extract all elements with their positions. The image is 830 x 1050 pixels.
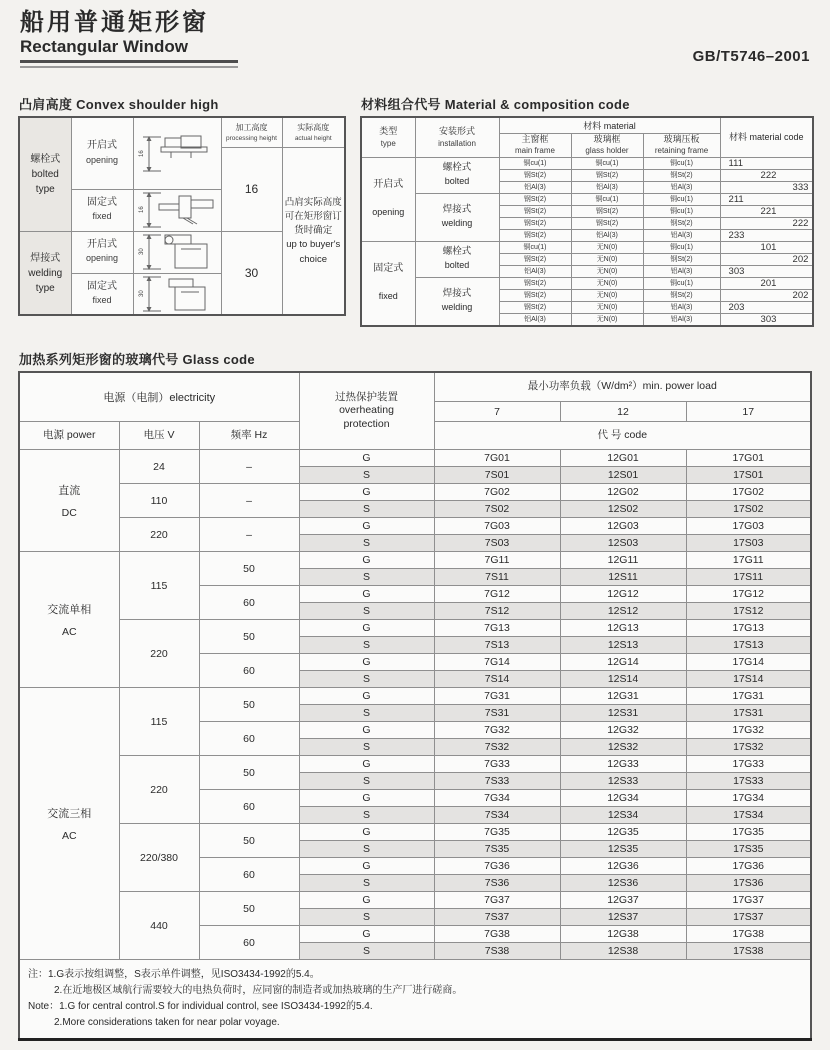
convex-mode: 开启式 opening <box>71 231 133 273</box>
glass-code-value: 17S34 <box>686 807 811 824</box>
glass-code-value: 12G11 <box>560 552 686 569</box>
glass-voltage-cell: 115 <box>119 552 199 620</box>
material-retaining-frame: 铜cu(1) <box>643 277 720 289</box>
convex-diagram-cell <box>133 117 221 189</box>
glass-code-value: 17S14 <box>686 671 811 688</box>
glass-voltage-cell: 220 <box>119 518 199 552</box>
glass-code-value: 17G32 <box>686 722 811 739</box>
glass-code-value: 17G12 <box>686 586 811 603</box>
page-title-zh: 船用普通矩形窗 <box>20 9 209 36</box>
material-retaining-frame: 钢St(2) <box>643 253 720 265</box>
glass-col-overheating-protection: 过热保护装置 overheating protection <box>299 372 434 450</box>
glass-voltage-cell: 220 <box>119 756 199 824</box>
glass-code-value: 12G36 <box>560 858 686 875</box>
material-glass-holder: 铝Al(3) <box>571 229 643 241</box>
glass-code-value: 12G38 <box>560 926 686 943</box>
material-main-frame: 钢St(2) <box>499 217 571 229</box>
material-code-table <box>360 116 814 327</box>
material-code-value: 222 <box>720 217 813 229</box>
glass-code-value: 12G37 <box>560 892 686 909</box>
glass-code-value: 17G34 <box>686 790 811 807</box>
glass-code-value: 7G32 <box>434 722 560 739</box>
glass-protection-g: G <box>299 790 434 807</box>
convex-header-row <box>19 117 345 147</box>
glass-frequency-cell: 50 <box>199 824 299 858</box>
glass-code-value: 7G36 <box>434 858 560 875</box>
material-main-frame: 钢St(2) <box>499 193 571 205</box>
note-line: 2.在近地极区域航行需要较大的电热负荷时，应同窗的制造者或加热玻璃的生产厂进行磋商。 <box>54 985 463 997</box>
glass-protection-s: S <box>299 875 434 892</box>
glass-code-value: 7S38 <box>434 943 560 960</box>
glass-protection-s: S <box>299 671 434 688</box>
material-row <box>361 277 813 289</box>
convex-mode: 开启式 opening <box>71 117 133 189</box>
glass-protection-g: G <box>299 926 434 943</box>
notes-block <box>19 960 811 1040</box>
glass-voltage-cell: 220 <box>119 620 199 688</box>
glass-protection-s: S <box>299 705 434 722</box>
material-code-value: 211 <box>720 193 813 205</box>
glass-code-value: 12G35 <box>560 824 686 841</box>
material-retaining-frame: 钢St(2) <box>643 217 720 229</box>
glass-frequency-cell: – <box>199 484 299 518</box>
glass-load-value: 7 <box>434 402 560 422</box>
glass-code-value: 7S11 <box>434 569 560 586</box>
glass-code-value: 12S33 <box>560 773 686 790</box>
glass-protection-s: S <box>299 603 434 620</box>
glass-code-value: 7S12 <box>434 603 560 620</box>
material-retaining-frame: 铜cu(1) <box>643 205 720 217</box>
glass-protection-g: G <box>299 484 434 501</box>
material-glass-holder: 铝Al(3) <box>571 181 643 193</box>
material-main-frame: 钢St(2) <box>499 229 571 241</box>
glass-code-value: 12S32 <box>560 739 686 756</box>
glass-code-value: 12S01 <box>560 467 686 484</box>
glass-code-value: 7G03 <box>434 518 560 535</box>
glass-protection-g: G <box>299 688 434 705</box>
glass-code-value: 12G31 <box>560 688 686 705</box>
material-install-cell: 焊接式 welding <box>415 193 499 241</box>
glass-voltage-cell: 220/380 <box>119 824 199 892</box>
glass-protection-g: G <box>299 756 434 773</box>
material-glass-holder: 无N(0) <box>571 241 643 253</box>
glass-protection-g: G <box>299 824 434 841</box>
glass-code-value: 17S02 <box>686 501 811 518</box>
glass-voltage-cell: 110 <box>119 484 199 518</box>
material-main-frame: 铝Al(3) <box>499 313 571 326</box>
glass-row-g <box>19 892 811 909</box>
glass-protection-s: S <box>299 637 434 654</box>
glass-code-value: 7G31 <box>434 688 560 705</box>
convex-col-processing-height: 加工高度 processing height <box>221 117 282 147</box>
glass-code-value: 17S31 <box>686 705 811 722</box>
convex-mode: 固定式 fixed <box>71 189 133 231</box>
glass-code-value: 17S11 <box>686 569 811 586</box>
glass-code-table <box>18 371 812 1042</box>
convex-diagram-cell <box>133 189 221 231</box>
material-retaining-frame: 钢St(2) <box>643 289 720 301</box>
page-title-en: Rectangular Window <box>20 37 188 57</box>
glass-code-value: 17S32 <box>686 739 811 756</box>
glass-row-g <box>19 518 811 535</box>
material-glass-holder: 无N(0) <box>571 301 643 313</box>
glass-section <box>18 349 830 1042</box>
glass-protection-s: S <box>299 535 434 552</box>
glass-row-g <box>19 688 811 705</box>
glass-frequency-cell: 60 <box>199 858 299 892</box>
glass-notes-row <box>19 960 811 1040</box>
glass-frequency-cell: 60 <box>199 722 299 756</box>
material-row <box>361 241 813 253</box>
glass-code-value: 12S02 <box>560 501 686 518</box>
glass-code-value: 17S03 <box>686 535 811 552</box>
material-glass-holder: 无N(0) <box>571 289 643 301</box>
glass-protection-s: S <box>299 501 434 518</box>
material-main-frame: 钢St(2) <box>499 253 571 265</box>
material-main-frame: 钢St(2) <box>499 289 571 301</box>
glass-frequency-cell: 50 <box>199 756 299 790</box>
note-line: 注：1.G表示按组调整，S表示单件调整，见ISO3434-1992的5.4。 <box>28 969 320 981</box>
material-main-frame: 钢St(2) <box>499 277 571 289</box>
glass-code-value: 17G11 <box>686 552 811 569</box>
glass-code-value: 17S33 <box>686 773 811 790</box>
material-code-value: 202 <box>720 289 813 301</box>
title-double-rule <box>20 60 238 68</box>
glass-voltage-cell: 440 <box>119 892 199 960</box>
material-code-value: 303 <box>720 313 813 326</box>
material-retaining-frame: 铜cu(1) <box>643 241 720 253</box>
glass-power-cell: 交流三相 AC <box>19 688 119 960</box>
glass-voltage-cell: 24 <box>119 450 199 484</box>
convex-processing-value: 30 <box>221 231 282 315</box>
material-glass-holder: 钢St(2) <box>571 169 643 181</box>
material-code-value: 222 <box>720 169 813 181</box>
material-code-value: 203 <box>720 301 813 313</box>
material-row <box>361 193 813 205</box>
glass-power-cell: 交流单相 AC <box>19 552 119 688</box>
material-main-frame: 铝Al(3) <box>499 181 571 193</box>
glass-code-value: 7S33 <box>434 773 560 790</box>
glass-code-value: 7S32 <box>434 739 560 756</box>
glass-code-value: 7G02 <box>434 484 560 501</box>
glass-protection-g: G <box>299 450 434 467</box>
glass-code-value: 12S34 <box>560 807 686 824</box>
glass-col-frequency: 频率 Hz <box>199 422 299 450</box>
glass-code-value: 7G33 <box>434 756 560 773</box>
material-glass-holder: 无N(0) <box>571 253 643 265</box>
glass-code-value: 7G13 <box>434 620 560 637</box>
glass-code-value: 17S01 <box>686 467 811 484</box>
glass-load-value: 17 <box>686 402 811 422</box>
glass-code-value: 17S36 <box>686 875 811 892</box>
glass-code-value: 7S34 <box>434 807 560 824</box>
material-glass-holder: 无N(0) <box>571 265 643 277</box>
material-code-value: 303 <box>720 265 813 277</box>
glass-protection-s: S <box>299 943 434 960</box>
glass-code-value: 12S03 <box>560 535 686 552</box>
glass-code-value: 17G38 <box>686 926 811 943</box>
material-retaining-frame: 铝Al(3) <box>643 265 720 277</box>
glass-protection-g: G <box>299 858 434 875</box>
material-main-frame: 钢St(2) <box>499 301 571 313</box>
glass-frequency-cell: 50 <box>199 620 299 654</box>
glass-frequency-cell: – <box>199 450 299 484</box>
glass-protection-s: S <box>299 909 434 926</box>
material-type-cell: 固定式 fixed <box>361 241 415 326</box>
material-main-frame: 铜cu(1) <box>499 241 571 253</box>
glass-frequency-cell: 50 <box>199 892 299 926</box>
glass-row-g <box>19 450 811 467</box>
material-type-cell: 开启式 opening <box>361 157 415 241</box>
material-retaining-frame: 铜cu(1) <box>643 157 720 169</box>
material-retaining-frame: 钢St(2) <box>643 169 720 181</box>
glass-code-value: 17S38 <box>686 943 811 960</box>
upper-tables-row <box>18 94 830 327</box>
material-header-row <box>361 117 813 133</box>
material-install-cell: 螺栓式 bolted <box>415 241 499 277</box>
glass-code-value: 12S12 <box>560 603 686 620</box>
glass-code-value: 17S13 <box>686 637 811 654</box>
svg-text:30: 30 <box>139 290 145 298</box>
glass-code-value: 12S35 <box>560 841 686 858</box>
glass-row-g <box>19 552 811 569</box>
glass-frequency-cell: 60 <box>199 654 299 688</box>
material-code-value: 202 <box>720 253 813 265</box>
glass-code-value: 17G13 <box>686 620 811 637</box>
convex-mode: 固定式 fixed <box>71 273 133 315</box>
convex-section <box>18 94 346 316</box>
glass-code-value: 7G38 <box>434 926 560 943</box>
glass-code-value: 12G14 <box>560 654 686 671</box>
glass-code-value: 12S36 <box>560 875 686 892</box>
glass-col-power: 电源 power <box>19 422 119 450</box>
glass-code-value: 12S14 <box>560 671 686 688</box>
glass-code-value: 7S36 <box>434 875 560 892</box>
glass-protection-s: S <box>299 739 434 756</box>
material-col-main-frame: 主窗框 main frame <box>499 133 571 157</box>
material-section <box>360 94 814 327</box>
material-glass-holder: 钢St(2) <box>571 205 643 217</box>
glass-code-value: 17G02 <box>686 484 811 501</box>
glass-protection-g: G <box>299 892 434 909</box>
glass-protection-g: G <box>299 722 434 739</box>
convex-heading: 凸肩高度 Convex shoulder high <box>19 97 219 113</box>
glass-code-value: 17G36 <box>686 858 811 875</box>
material-code-value: 221 <box>720 205 813 217</box>
glass-code-value: 12S37 <box>560 909 686 926</box>
convex-diagram-cell <box>133 273 221 315</box>
glass-row-g <box>19 756 811 773</box>
note-line: Note：1.G for central control.S for individual control, see ISO3434-1992的5.4. <box>28 1001 373 1013</box>
glass-code-value: 12S11 <box>560 569 686 586</box>
glass-protection-g: G <box>299 586 434 603</box>
glass-protection-g: G <box>299 552 434 569</box>
glass-protection-s: S <box>299 841 434 858</box>
material-retaining-frame: 铝Al(3) <box>643 313 720 326</box>
glass-code-value: 17G01 <box>686 450 811 467</box>
material-code-value: 233 <box>720 229 813 241</box>
convex-type-welding: 焊接式 welding type <box>19 231 71 315</box>
glass-row-g <box>19 484 811 501</box>
glass-protection-s: S <box>299 773 434 790</box>
glass-code-value: 7S03 <box>434 535 560 552</box>
material-retaining-frame: 铝Al(3) <box>643 181 720 193</box>
glass-code-value: 17G03 <box>686 518 811 535</box>
glass-code-value: 7S14 <box>434 671 560 688</box>
material-col-retaining-frame: 玻璃压板 retaining frame <box>643 133 720 157</box>
convex-actual-note: 凸肩实际高度可在矩形窗订货时确定 up to buyer's choice <box>282 147 345 315</box>
glass-code-value: 7G34 <box>434 790 560 807</box>
material-glass-holder: 钢St(2) <box>571 217 643 229</box>
convex-col-actual-height: 实际高度 actual height <box>282 117 345 147</box>
glass-code-value: 7G14 <box>434 654 560 671</box>
material-code-value: 201 <box>720 277 813 289</box>
glass-code-value: 12G03 <box>560 518 686 535</box>
material-code-value: 111 <box>720 157 813 169</box>
glass-code-value: 12G34 <box>560 790 686 807</box>
glass-protection-g: G <box>299 654 434 671</box>
glass-code-value: 7S13 <box>434 637 560 654</box>
glass-code-value: 7G11 <box>434 552 560 569</box>
note-line: 2.More considerations taken for near polar voyage. <box>54 1017 280 1029</box>
glass-frequency-cell: 60 <box>199 586 299 620</box>
svg-text:30: 30 <box>139 248 145 256</box>
material-glass-holder: 铜cu(1) <box>571 157 643 169</box>
convex-processing-value: 16 <box>221 147 282 231</box>
glass-frequency-cell: 50 <box>199 688 299 722</box>
glass-code-value: 7S02 <box>434 501 560 518</box>
glass-code-value: 17G37 <box>686 892 811 909</box>
material-col-glass-holder: 玻璃框 glass holder <box>571 133 643 157</box>
material-col-code: 材料 material code <box>720 117 813 157</box>
section-diagram-welding-fixed <box>135 274 219 314</box>
glass-row-g <box>19 620 811 637</box>
glass-code-value: 12S13 <box>560 637 686 654</box>
glass-code-value: 17G35 <box>686 824 811 841</box>
glass-protection-s: S <box>299 569 434 586</box>
glass-protection-s: S <box>299 467 434 484</box>
glass-code-value: 12G13 <box>560 620 686 637</box>
material-code-value: 101 <box>720 241 813 253</box>
glass-protection-s: S <box>299 807 434 824</box>
glass-code-value: 17G33 <box>686 756 811 773</box>
glass-protection-g: G <box>299 620 434 637</box>
glass-code-value: 7S31 <box>434 705 560 722</box>
glass-protection-g: G <box>299 518 434 535</box>
glass-voltage-cell: 115 <box>119 688 199 756</box>
glass-frequency-cell: 60 <box>199 790 299 824</box>
glass-code-value: 12G01 <box>560 450 686 467</box>
glass-code-value: 12G02 <box>560 484 686 501</box>
glass-code-value: 12S38 <box>560 943 686 960</box>
material-retaining-frame: 铝Al(3) <box>643 301 720 313</box>
glass-code-label: 代 号 code <box>434 422 811 450</box>
glass-col-min-power-load: 最小功率负载（W/dm²）min. power load <box>434 372 811 402</box>
glass-code-value: 7G12 <box>434 586 560 603</box>
standard-code: GB/T5746–2001 <box>692 48 810 65</box>
material-main-frame: 铝Al(3) <box>499 265 571 277</box>
material-glass-holder: 铜cu(1) <box>571 193 643 205</box>
material-glass-holder: 无N(0) <box>571 277 643 289</box>
glass-code-value: 12G12 <box>560 586 686 603</box>
glass-code-value: 7G37 <box>434 892 560 909</box>
glass-code-value: 17S37 <box>686 909 811 926</box>
material-main-frame: 钢St(2) <box>499 169 571 181</box>
material-col-installation: 安装形式 installation <box>415 117 499 157</box>
section-diagram-bolted-fixed <box>135 190 219 230</box>
material-install-cell: 螺栓式 bolted <box>415 157 499 193</box>
material-heading: 材料组合代号 Material & composition code <box>361 97 630 113</box>
glass-code-value: 7S01 <box>434 467 560 484</box>
material-install-cell: 焊接式 welding <box>415 277 499 326</box>
svg-text:16: 16 <box>139 149 145 157</box>
glass-row-g <box>19 824 811 841</box>
glass-code-value: 17S35 <box>686 841 811 858</box>
material-glass-holder: 无N(0) <box>571 313 643 326</box>
convex-diagram-cell <box>133 231 221 273</box>
material-retaining-frame: 铜cu(1) <box>643 193 720 205</box>
glass-code-value: 17G31 <box>686 688 811 705</box>
glass-power-cell: 直流 DC <box>19 450 119 552</box>
svg-text:16: 16 <box>139 206 145 214</box>
glass-col-electricity: 电源（电制）electricity <box>19 372 299 422</box>
glass-frequency-cell: – <box>199 518 299 552</box>
convex-shoulder-table <box>18 116 346 316</box>
convex-type-bolted: 螺栓式 bolted type <box>19 117 71 231</box>
material-code-value: 333 <box>720 181 813 193</box>
glass-code-value: 12G32 <box>560 722 686 739</box>
glass-code-value: 17G14 <box>686 654 811 671</box>
material-group-header: 材料 material <box>499 117 720 133</box>
glass-header-row-1 <box>19 372 811 402</box>
glass-frequency-cell: 50 <box>199 552 299 586</box>
material-retaining-frame: 铝Al(3) <box>643 229 720 241</box>
glass-code-value: 7G01 <box>434 450 560 467</box>
glass-heading: 加热系列矩形窗的玻璃代号 Glass code <box>19 351 255 367</box>
glass-code-value: 12S31 <box>560 705 686 722</box>
material-col-type: 类型 type <box>361 117 415 157</box>
material-row <box>361 157 813 169</box>
glass-col-voltage: 电压 V <box>119 422 199 450</box>
glass-code-value: 7S37 <box>434 909 560 926</box>
material-main-frame: 钢St(2) <box>499 205 571 217</box>
section-diagram-welding-opening <box>135 232 219 272</box>
glass-frequency-cell: 60 <box>199 926 299 960</box>
section-diagram-bolted-opening <box>135 134 219 174</box>
glass-load-value: 12 <box>560 402 686 422</box>
glass-code-value: 12G33 <box>560 756 686 773</box>
glass-code-value: 7S35 <box>434 841 560 858</box>
glass-code-value: 7G35 <box>434 824 560 841</box>
material-main-frame: 铜cu(1) <box>499 157 571 169</box>
glass-code-value: 17S12 <box>686 603 811 620</box>
